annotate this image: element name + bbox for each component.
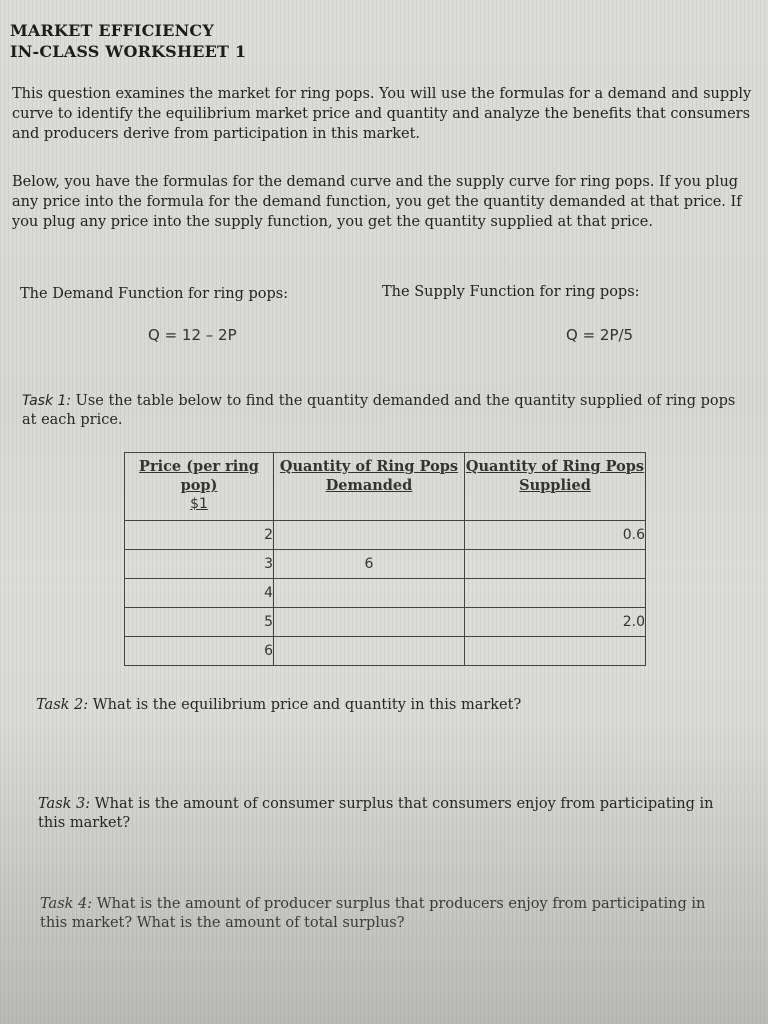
price-header: Price (per ring pop) $1 — [125, 453, 274, 521]
price-cell: 6 — [125, 637, 274, 666]
table-row — [125, 637, 646, 666]
task-3 — [38, 795, 738, 833]
task-4-text: What is the amount of producer surplus that producers enjoy from participating in this market? What is the amount of total surplus? — [40, 896, 706, 931]
task-3-label: Task 3: — [38, 796, 91, 812]
task-1-label: Task 1: — [22, 393, 72, 409]
worksheet-title — [10, 20, 246, 62]
task-2-text: What is the equilibrium price and quantity in this market? — [92, 697, 522, 713]
price-quantity-table — [124, 452, 646, 666]
table-row — [125, 521, 646, 550]
table-row — [125, 608, 646, 637]
table-header-row — [125, 453, 646, 521]
demand-function-label: The Demand Function for ring pops: — [20, 286, 289, 302]
supply-function-label: The Supply Function for ring pops: — [382, 284, 640, 300]
supply-formula: Q = 2P/5 — [566, 326, 634, 344]
task-4 — [40, 895, 730, 933]
price-cell: 3 — [125, 550, 274, 579]
supplied-header: Quantity of Ring Pops Supplied — [465, 453, 646, 521]
demanded-cell[interactable] — [274, 521, 465, 550]
price-cell: 2 — [125, 521, 274, 550]
intro-paragraph: This question examines the market for ring pops. You will use the formulas for a demand and supply curve to identify the equilibrium market price and quantity and analyze the benefits that consumers and producers derive from participation in this market. — [12, 86, 752, 142]
table-row — [125, 550, 646, 579]
price-cell: $1 — [190, 496, 208, 512]
instructions-paragraph: Below, you have the formulas for the demand curve and the supply curve for ring pops. If you plug any price into the formula for the demand function, you get the quantity demanded at that price. If you plug any price into the supply function, you get the quantity supplied at that price. — [12, 174, 742, 230]
price-cell: 4 — [125, 579, 274, 608]
task-3-text: What is the amount of consumer surplus that consumers enjoy from participating in this market? — [38, 796, 714, 831]
supplied-cell[interactable]: 0.6 — [465, 521, 646, 550]
task-2-label: Task 2: — [36, 697, 89, 713]
supplied-cell[interactable]: 2.0 — [465, 608, 646, 637]
table-row — [125, 579, 646, 608]
task-2 — [36, 696, 736, 715]
demanded-header: Quantity of Ring Pops Demanded — [274, 453, 465, 521]
title-line-1: MARKET EFFICIENCY — [10, 21, 214, 40]
title-line-2: IN-CLASS WORKSHEET 1 — [10, 42, 247, 61]
task-1-text: Use the table below to find the quantity demanded and the quantity supplied of ring pops at each price. — [22, 393, 736, 428]
demanded-cell[interactable]: 6 — [274, 550, 465, 579]
supplied-cell[interactable] — [465, 579, 646, 608]
supplied-cell[interactable] — [465, 637, 646, 666]
demanded-cell[interactable] — [274, 637, 465, 666]
demanded-cell[interactable] — [274, 608, 465, 637]
supplied-cell[interactable] — [465, 550, 646, 579]
demand-formula: Q = 12 – 2P — [148, 326, 237, 344]
demanded-cell[interactable] — [274, 579, 465, 608]
price-cell: 5 — [125, 608, 274, 637]
task-1 — [22, 392, 742, 430]
task-4-label: Task 4: — [40, 896, 93, 912]
